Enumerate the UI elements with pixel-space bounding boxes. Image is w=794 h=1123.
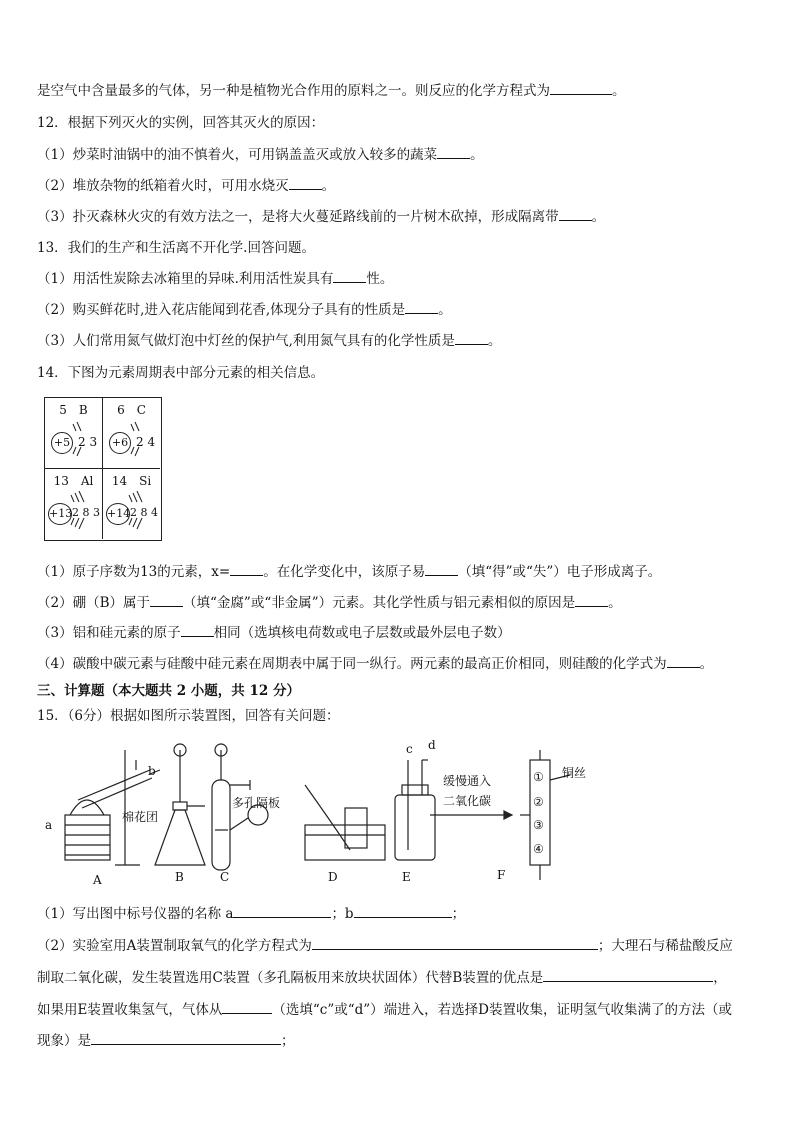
label-co2: 二氧化碳: [443, 794, 492, 808]
answer-blank[interactable]: [405, 301, 438, 314]
answer-blank[interactable]: [150, 594, 183, 607]
answer-blank[interactable]: [575, 594, 608, 607]
label-b: b: [148, 764, 156, 778]
nucleus: +6: [109, 432, 131, 454]
element-header: 5 B: [59, 403, 88, 417]
answer-blank[interactable]: [559, 208, 592, 221]
label-d: d: [428, 738, 436, 752]
element-header: 6 C: [117, 403, 146, 417]
nucleus: +13: [48, 503, 72, 525]
electron-count: 2 8 4: [130, 506, 158, 519]
electron-shell-arcs: [103, 398, 160, 468]
element-header: 14 Si: [111, 474, 152, 488]
q12-item-1: （1）炒菜时油锅中的油不慎着火，可用锅盖盖灭或放入较多的蔬菜 。: [37, 147, 484, 163]
answer-blank[interactable]: [233, 905, 331, 918]
label-a: a: [45, 818, 53, 832]
answer-blank[interactable]: [425, 563, 458, 576]
caption-F: F: [497, 868, 506, 882]
q15-item-2-line-3: 如果用E装置收集氢气，气体从 （选填“c”或“d”）端进入，若选择D装置收集，证明氢气收集满了的方法（或: [37, 1002, 732, 1018]
q14-item-1: （1）原子序数为13的元素，x= 。在化学变化中，该原子易 （填“得”或“失”）电子形成离子。: [37, 564, 662, 580]
caption-B: B: [175, 870, 184, 884]
label-n3: ③: [533, 818, 544, 832]
element-cell-si: [103, 469, 160, 539]
label-c: c: [406, 742, 413, 756]
caption-C: C: [220, 870, 230, 884]
q14-item-2: （2）硼（B）属于 （填“金腐”或“非金属”）元素。其化学性质与铝元素相似的原因是 。: [37, 595, 622, 611]
element-cell-al: [45, 469, 103, 539]
caption-A: A: [93, 873, 102, 887]
section-heading: 三、计算题（本大题共 2 小题，共 12 分）: [37, 683, 300, 699]
q14-title: 14．下图为元素周期表中部分元素的相关信息。: [37, 365, 325, 381]
q15-item-2-line-1: （2）实验室用A装置制取氧气的化学方程式为 ；大理石与稀盐酸反应: [37, 938, 733, 954]
q14-item-3: （3）铝和硅元素的原子 相同（选填核电荷数或电子层数或最外层电子数）: [37, 625, 511, 641]
q12-item-2: （2）堆放杂物的纸箱着火时，可用水烧灭 。: [37, 178, 336, 194]
label-n2: ②: [533, 795, 544, 809]
apparatus-figure: [40, 740, 600, 890]
periodic-table-excerpt: [44, 397, 162, 541]
element-cell-c: [103, 398, 160, 469]
answer-blank[interactable]: [230, 563, 263, 576]
q15-item-2-line-2: 制取二氧化碳，发生装置选用C装置（多孔隔板用来放块状固体）代替B装置的优点是 ，: [37, 970, 727, 986]
caption-E: E: [402, 870, 411, 884]
label-slow-in: 缓慢通入: [443, 774, 492, 788]
label-n4: ④: [533, 842, 544, 856]
q13-item-3: （3）人们常用氮气做灯泡中灯丝的保护气,利用氮气具有的化学性质是 。: [37, 333, 502, 349]
answer-blank[interactable]: [91, 1032, 281, 1045]
electron-count: 2 3: [78, 435, 98, 449]
q15-title: 15．（6分）根据如图所示装置图，回答有关问题：: [37, 708, 340, 724]
electron-shell-arcs: [45, 398, 102, 468]
label-copper-wire: 铜丝: [562, 766, 587, 780]
label-porous-plate: 多孔隔板: [232, 796, 281, 810]
answer-blank[interactable]: [289, 177, 322, 190]
answer-blank[interactable]: [455, 332, 488, 345]
q13-item-2: （2）购买鲜花时,进入花店能闻到花香,体现分子具有的性质是 。: [37, 302, 452, 318]
q12-title: 12．根据下列灭火的实例，回答其灭火的原因：: [37, 115, 325, 131]
label-n1: ①: [533, 770, 544, 784]
element-cell-b: [45, 398, 103, 469]
q13-item-1: （1）用活性炭除去冰箱里的异味.利用活性炭具有 性。: [37, 271, 394, 287]
answer-blank[interactable]: [312, 937, 598, 950]
answer-blank[interactable]: [354, 905, 452, 918]
answer-blank[interactable]: [222, 1001, 272, 1014]
answer-blank[interactable]: [333, 270, 366, 283]
q12-item-3: （3）扑灭森林火灾的有效方法之一，是将大火蔓延路线前的一片树木砍掉，形成隔离带 。: [37, 209, 606, 225]
q15-item-1: （1）写出图中标号仪器的名称 a ；b ；: [37, 906, 466, 922]
answer-blank[interactable]: [550, 82, 612, 95]
intro-line: 是空气中含量最多的气体，另一种是植物光合作用的原料之一。则反应的化学方程式为 。: [37, 83, 626, 99]
electron-count: 2 4: [136, 435, 156, 449]
q15-item-2-line-4: 现象）是 ；: [37, 1033, 295, 1049]
answer-blank[interactable]: [181, 624, 214, 637]
label-cotton: 棉花团: [122, 810, 159, 824]
electron-count: 2 8 3: [72, 506, 100, 519]
nucleus: +14: [106, 503, 130, 525]
q14-item-4: （4）碳酸中碳元素与硅酸中硅元素在周期表中属于同一纵行。两元素的最高正价相同，则硅酸的化学式为 。: [37, 656, 714, 672]
answer-blank[interactable]: [543, 969, 713, 982]
nucleus: +5: [51, 432, 73, 454]
caption-D: D: [328, 870, 338, 884]
q13-title: 13．我们的生产和生活离不开化学.回答问题。: [37, 240, 315, 256]
answer-blank[interactable]: [667, 655, 700, 668]
element-header: 13 Al: [53, 474, 94, 488]
answer-blank[interactable]: [437, 146, 470, 159]
